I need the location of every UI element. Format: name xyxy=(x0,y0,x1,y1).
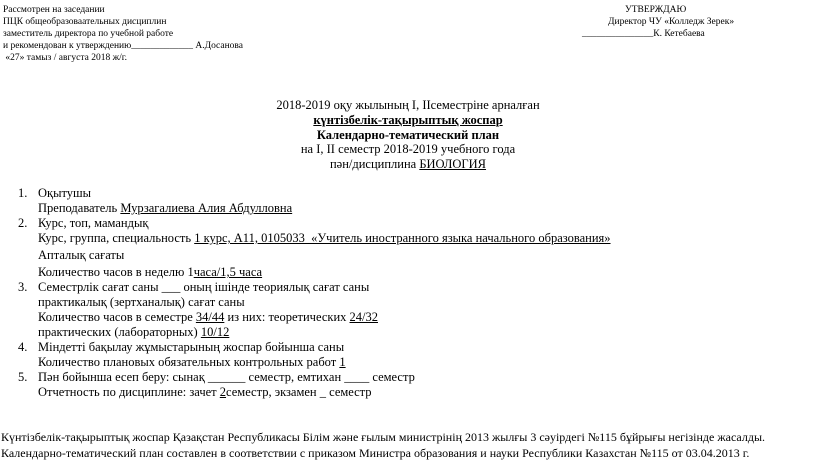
approval-line-2: ПЦК общеобразоваательных дисциплин xyxy=(3,17,167,27)
subject-name: БИОЛОГИЯ xyxy=(419,157,487,171)
approval-line-5: «27» тамыз / августа 2018 ж/г. xyxy=(3,53,127,63)
item-2-line-3: Апталық сағаты xyxy=(38,248,125,262)
item-3-line-1: Семестрлік сағат саны ___ оның ішінде теориялық сағат саны xyxy=(38,280,370,294)
confirm-line-1: УТВЕРЖДАЮ xyxy=(625,5,687,15)
semester-hours-value: 34/44 xyxy=(195,310,225,324)
course-label: Курс, группа, специальность xyxy=(38,231,195,245)
weekly-hours-label: Количество часов в неделю 1 xyxy=(38,265,194,279)
footer-line-2: Календарно-тематический план составлен в соответствии с приказом Министра образования и науки Республики Казахстан №115 от 03.04.2013 г. xyxy=(1,446,750,460)
title-line-2: күнтізбелік-тақырыптық жоспар xyxy=(313,113,503,127)
item-3-line-3 xyxy=(38,310,378,325)
item-4-number: 4. xyxy=(18,340,28,354)
course-value: 1 курс, А11, 0105033 «Учитель иностранного языка начального образования» xyxy=(194,231,611,245)
approval-line-1: Рассмотрен на заседании xyxy=(3,5,105,15)
item-5-line-1: Пән бойынша есеп беру: сынақ ______ семестр, емтихан ____ семестр xyxy=(38,370,415,384)
title-line-1: 2018-2019 оқу жылының І, ІІсеместріне арналған xyxy=(276,98,540,112)
credit-semester-value: 2 xyxy=(219,385,227,399)
item-4-line-1: Міндетті бақылау жұмыстарының жоспар бойынша саны xyxy=(38,340,345,354)
item-3-line-2: практикалық (зертханалық) сағат саны xyxy=(38,295,245,309)
subject-label: пән/дисциплина xyxy=(329,157,420,171)
report-label: Отчетность по дисциплине: зачет xyxy=(38,385,220,399)
title-line-4: на І, ІІ семестр 2018-2019 учебного года xyxy=(300,142,516,156)
confirm-line-3: _______________К. Кетебаева xyxy=(582,29,705,39)
practice-hours-value: 10/12 xyxy=(200,325,230,339)
theory-hours-value: 24/32 xyxy=(349,310,378,324)
confirm-block xyxy=(580,4,810,40)
item-3-line-4 xyxy=(38,325,229,340)
confirm-line-2: Директор ЧУ «Колледж Зерек» xyxy=(608,17,735,27)
item-4-line-2 xyxy=(38,355,346,370)
item-1-number: 1. xyxy=(18,186,28,200)
title-line-3: Календарно-тематический план xyxy=(316,128,500,142)
footer-line-1: Күнтізбелік-тақырыптық жоспар Қазақстан Республикасы Білім және ғылым министрінің 2013 жылғы 3 сәуірдегі №115 бұйрығы негізінде жасалды. xyxy=(1,430,766,444)
tests-label: Количество плановых обязательных контрольных работ xyxy=(38,355,340,369)
item-1-line-1: Оқытушы xyxy=(38,186,92,200)
item-2-line-1: Курс, топ, мамандық xyxy=(38,216,149,230)
item-2-line-4 xyxy=(38,265,262,280)
item-5-line-2 xyxy=(38,385,372,400)
subject-line xyxy=(0,157,816,172)
semester-hours-label: Количество часов в семестре xyxy=(38,310,196,324)
practice-hours-label: практических (лабораторных) xyxy=(38,325,201,339)
approval-line-3: заместитель директора по учебной работе xyxy=(3,29,174,39)
approval-line-4: и рекомендован к утверждению_____________ А.Досанова xyxy=(3,41,244,51)
item-2-line-2 xyxy=(38,231,611,246)
teacher-name: Мурзагалиева Алия Абдулловна xyxy=(120,201,293,215)
item-5-number: 5. xyxy=(18,370,28,384)
approval-block xyxy=(3,4,243,64)
report-suffix: семестр, экзамен _ семестр xyxy=(226,385,372,399)
tests-value: 1 xyxy=(339,355,346,369)
item-1-line-2 xyxy=(38,201,292,216)
teacher-label: Преподаватель xyxy=(38,201,121,215)
item-3-number: 3. xyxy=(18,280,28,294)
weekly-hours-value: часа/1,5 часа xyxy=(193,265,263,279)
theory-hours-label: из них: теоретических xyxy=(224,310,350,324)
item-2-number: 2. xyxy=(18,216,28,230)
